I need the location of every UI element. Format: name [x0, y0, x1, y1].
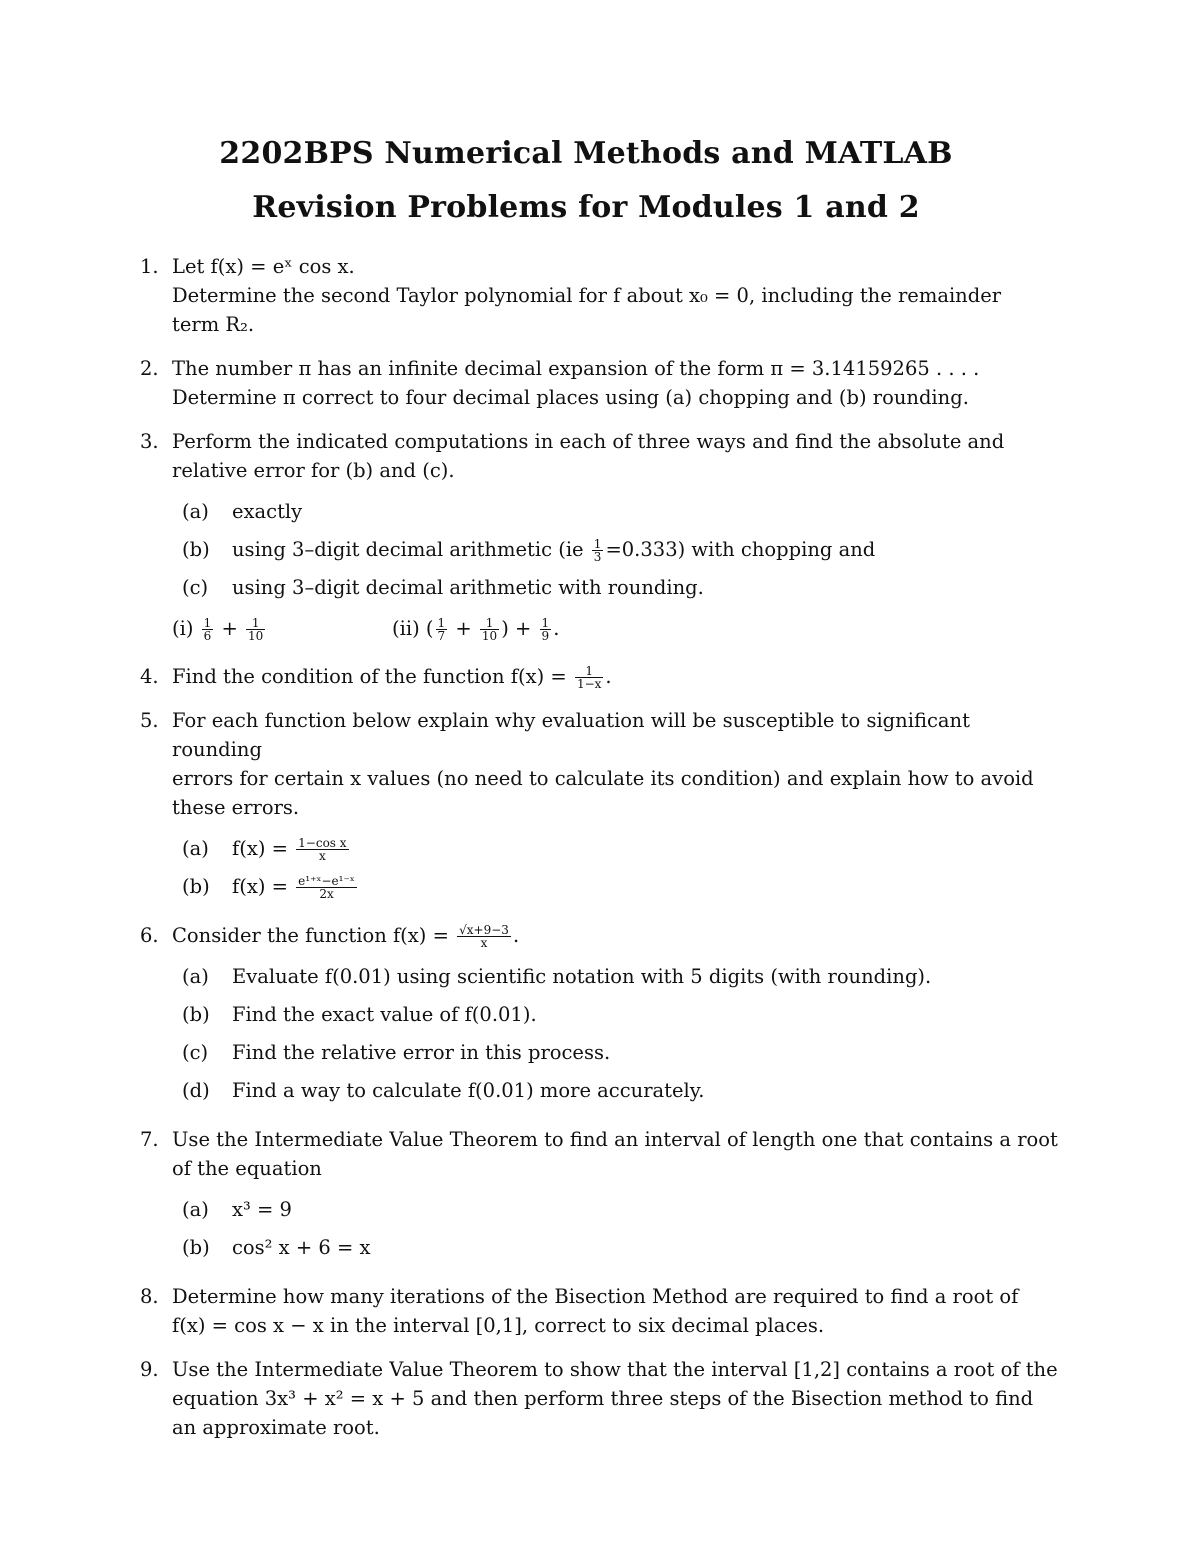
operator: +: [455, 617, 472, 640]
equation: cos² x + 6 = x: [232, 1236, 371, 1259]
document-title: 2202BPS Numerical Methods and MATLAB: [219, 136, 953, 171]
problem-text: errors for certain x values (no need to calculate its condition) and explain how to avoid: [172, 767, 1034, 790]
denominator: 2x: [319, 887, 334, 901]
problem-text: f(x) = cos x − x in the interval [0,1], correct to six decimal places.: [172, 1314, 825, 1337]
problem-text: Determine how many iterations of the Bisection Method are required to find a root of: [172, 1285, 1019, 1308]
subitem-a: [182, 830, 1060, 868]
problem-number: 3.: [140, 430, 159, 453]
numerator: 1: [541, 616, 550, 630]
subitem-label: (a): [182, 1198, 209, 1221]
problem-number: 6.: [140, 924, 159, 947]
problem-text: term R₂.: [172, 313, 255, 336]
subitem-list: [172, 958, 1060, 1110]
problem-text: equation 3x³ + x² = x + 5 and then perform three steps of the Bisection method to find: [172, 1387, 1034, 1410]
computation-row: [172, 611, 1060, 647]
problem-text: an approximate root.: [172, 1416, 380, 1439]
numerator: 1: [437, 616, 446, 630]
problem-8: [140, 1282, 1060, 1340]
period: .: [605, 665, 612, 688]
subitem-b: [182, 1229, 1060, 1267]
problem-text: For each function below explain why evaluation will be susceptible to significant rounding: [172, 709, 970, 761]
problem-text: Let f(x) = eˣ cos x.: [172, 255, 355, 278]
denominator: 3: [593, 550, 602, 564]
fraction: [246, 617, 265, 642]
numerator: 1: [480, 617, 499, 630]
problem-text: Determine the second Taylor polynomial for f about x₀ = 0, including the remainder: [172, 284, 1002, 307]
subitem-text: Evaluate f(0.01) using scientific notation with 5 digits (with rounding).: [232, 965, 932, 988]
problem-text: Use the Intermediate Value Theorem to show that the interval [1,2] contains a root of the: [172, 1358, 1058, 1381]
problem-text: Consider the function f(x) =: [172, 924, 456, 947]
subitem-a: [182, 1191, 1060, 1229]
subitem-label: (b): [182, 1003, 210, 1026]
problem-9: [140, 1355, 1060, 1442]
problem-text: The number π has an infinite decimal expansion of the form π = 3.14159265 . . . .: [172, 357, 980, 380]
numerator: 1: [203, 616, 212, 630]
subitem-label: (a): [182, 837, 209, 860]
subitem-label: (c): [182, 576, 209, 599]
subitem-d: [182, 1072, 1060, 1110]
subitem-label: (b): [182, 538, 210, 561]
subitem-b: [182, 996, 1060, 1034]
subitem-list: [172, 1191, 1060, 1267]
denominator: 6: [203, 629, 212, 643]
subitem-text: Find a way to calculate f(0.01) more accurately.: [232, 1079, 705, 1102]
fraction: [457, 924, 511, 949]
problem-number: 8.: [140, 1285, 159, 1308]
problem-7: [140, 1125, 1060, 1267]
subitem-text: Find the exact value of f(0.01).: [232, 1003, 537, 1026]
equation: x³ = 9: [232, 1198, 292, 1221]
problem-text: Determine π correct to four decimal places using (a) chopping and (b) rounding.: [172, 386, 969, 409]
denominator: 9: [541, 629, 550, 643]
function-lhs: f(x) =: [232, 837, 295, 860]
problem-number: 1.: [140, 255, 159, 278]
denominator: x: [480, 936, 488, 950]
subitem-a: [182, 958, 1060, 996]
numerator: √x+9−3: [459, 923, 509, 937]
fraction: [202, 617, 214, 642]
subitem-text: using 3–digit decimal arithmetic with rounding.: [232, 576, 704, 599]
subitem-text: exactly: [232, 500, 303, 523]
computation-label: (i): [172, 617, 194, 640]
problem-1: [140, 252, 1060, 339]
operator: +: [515, 617, 532, 640]
problem-3: [140, 427, 1060, 647]
problem-number: 4.: [140, 665, 159, 688]
computation-i: [172, 611, 392, 647]
subitem-c: [182, 569, 1060, 607]
paren: ): [501, 617, 509, 640]
subitem-text: =0.333) with chopping and: [605, 538, 876, 561]
fraction: [575, 665, 603, 690]
problem-number: 9.: [140, 1358, 159, 1381]
denominator: 10: [481, 629, 498, 643]
fraction: [296, 875, 357, 900]
subitem-b: [182, 531, 1060, 569]
subitem-a: [182, 493, 1060, 531]
problem-text: Perform the indicated computations in each of three ways and find the absolute and: [172, 430, 1005, 453]
fraction: [296, 837, 348, 862]
subitem-label: (b): [182, 1236, 210, 1259]
period: .: [512, 924, 520, 947]
denominator: 7: [437, 629, 446, 643]
problem-text: Use the Intermediate Value Theorem to find an interval of length one that contains a root: [172, 1128, 1058, 1151]
numerator: 1: [246, 617, 265, 630]
problem-4: [140, 662, 1060, 691]
subitem-label: (a): [182, 500, 209, 523]
problem-number: 7.: [140, 1128, 159, 1151]
problem-6: [140, 921, 1060, 1110]
operator: +: [221, 617, 238, 640]
subitem-label: (a): [182, 965, 209, 988]
fraction: [540, 617, 552, 642]
subitem-text: using 3–digit decimal arithmetic (ie: [232, 538, 590, 561]
period: .: [553, 617, 560, 640]
subitem-label: (d): [182, 1079, 210, 1102]
subitem-label: (c): [182, 1041, 209, 1064]
fraction: [592, 538, 604, 563]
subitem-list: [172, 830, 1060, 906]
fraction: [436, 617, 448, 642]
problem-2: [140, 354, 1060, 412]
computation-label: (ii): [392, 617, 420, 640]
problem-number: 5.: [140, 709, 159, 732]
problem-5: [140, 706, 1060, 906]
document-subtitle: Revision Problems for Modules 1 and 2: [252, 190, 920, 225]
numerator: 1: [575, 665, 603, 678]
paren: (: [425, 617, 434, 640]
subitem-c: [182, 1034, 1060, 1072]
fraction: [480, 617, 499, 642]
subitem-text: Find the relative error in this process.: [232, 1041, 611, 1064]
numerator: 1−cos x: [298, 836, 347, 850]
problem-list: [140, 252, 1060, 1457]
subitem-label: (b): [182, 875, 210, 898]
problem-text: these errors.: [172, 796, 300, 819]
computation-ii: [392, 611, 559, 647]
denominator: x: [318, 849, 326, 863]
problem-text: of the equation: [172, 1157, 322, 1180]
function-lhs: f(x) =: [232, 875, 295, 898]
problem-text: relative error for (b) and (c).: [172, 459, 455, 482]
denominator: 1−x: [576, 677, 602, 691]
numerator: 1: [593, 537, 602, 551]
numerator: e¹⁺ˣ−e¹⁻ˣ: [298, 874, 355, 888]
problem-number: 2.: [140, 357, 159, 380]
subitem-list: [172, 493, 1060, 607]
denominator: 10: [248, 629, 264, 643]
subitem-b: [182, 868, 1060, 906]
problem-text: Find the condition of the function f(x) =: [172, 665, 573, 688]
